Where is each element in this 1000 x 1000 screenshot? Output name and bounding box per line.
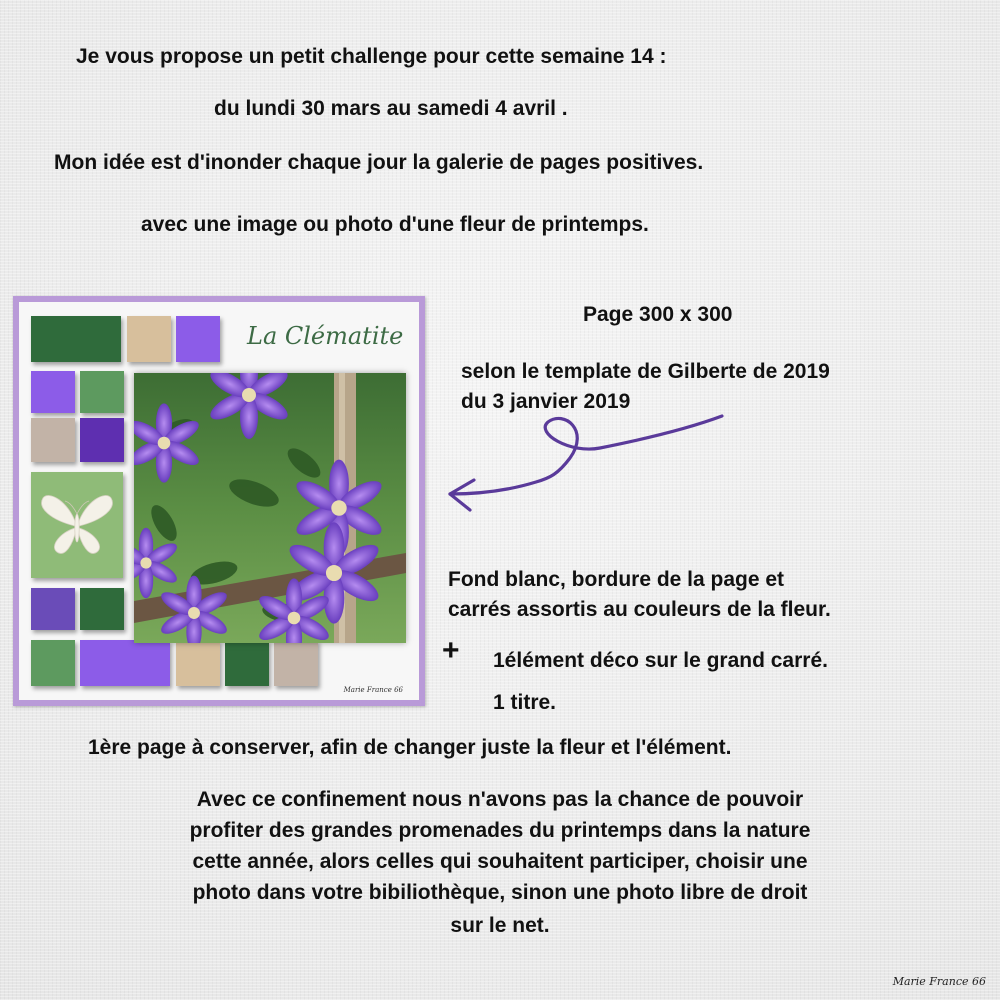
- square-dark-green: [80, 588, 124, 630]
- closing-line-1: Avec ce confinement nous n'avons pas la chance de pouvoir: [196, 788, 804, 811]
- square-beige: [127, 316, 171, 362]
- page-size-label: Page 300 x 300: [583, 303, 733, 326]
- square-violet: [31, 371, 75, 413]
- square-taupe: [274, 640, 318, 686]
- square-dark-green: [31, 316, 121, 362]
- template-signature: Marie France 66: [343, 686, 403, 694]
- page-signature: Marie France 66: [892, 975, 986, 988]
- template-page: [19, 302, 419, 700]
- square-violet: [31, 588, 75, 630]
- square-green: [31, 640, 75, 686]
- intro-line-2: du lundi 30 mars au samedi 4 avril .: [214, 97, 568, 120]
- square-violet: [80, 640, 170, 686]
- square-beige: [176, 640, 220, 686]
- clematis-photo: [134, 373, 406, 643]
- template-title: La Clématite: [247, 322, 404, 350]
- closing-line-3: cette année, alors celles qui souhaitent participer, choisir une: [192, 850, 808, 873]
- rule-1-line-2: carrés assortis au couleurs de la fleur.: [448, 598, 831, 621]
- closing-line-5: sur le net.: [450, 914, 550, 937]
- closing-line-4: photo dans votre bibiliothèque, sinon une photo libre de droit: [192, 881, 808, 904]
- template-line-2: du 3 janvier 2019: [461, 390, 631, 413]
- intro-line-3: Mon idée est d'inonder chaque jour la galerie de pages positives.: [54, 151, 704, 174]
- curly-arrow-icon: [440, 408, 740, 518]
- rule-3: 1 titre.: [493, 691, 557, 714]
- plus-sign: +: [442, 634, 460, 667]
- intro-line-4: avec une image ou photo d'une fleur de printemps.: [141, 213, 649, 236]
- big-square: [31, 472, 123, 578]
- square-taupe: [31, 418, 75, 462]
- square-violet: [176, 316, 220, 362]
- closing-line-2: profiter des grandes promenades du printemps dans la nature: [189, 819, 811, 842]
- square-green: [80, 371, 124, 413]
- intro-line-1: Je vous propose un petit challenge pour cette semaine 14 :: [76, 45, 667, 68]
- square-dark-violet: [80, 418, 124, 462]
- template-preview: [13, 296, 425, 706]
- template-line-1: selon le template de Gilberte de 2019: [461, 360, 830, 383]
- square-dark-green: [225, 640, 269, 686]
- rule-2: 1élément déco sur le grand carré.: [493, 649, 828, 672]
- butterfly-icon: [31, 472, 123, 578]
- keep-page-line: 1ère page à conserver, afin de changer juste la fleur et l'élément.: [88, 736, 732, 759]
- rule-1-line-1: Fond blanc, bordure de la page et: [448, 568, 785, 591]
